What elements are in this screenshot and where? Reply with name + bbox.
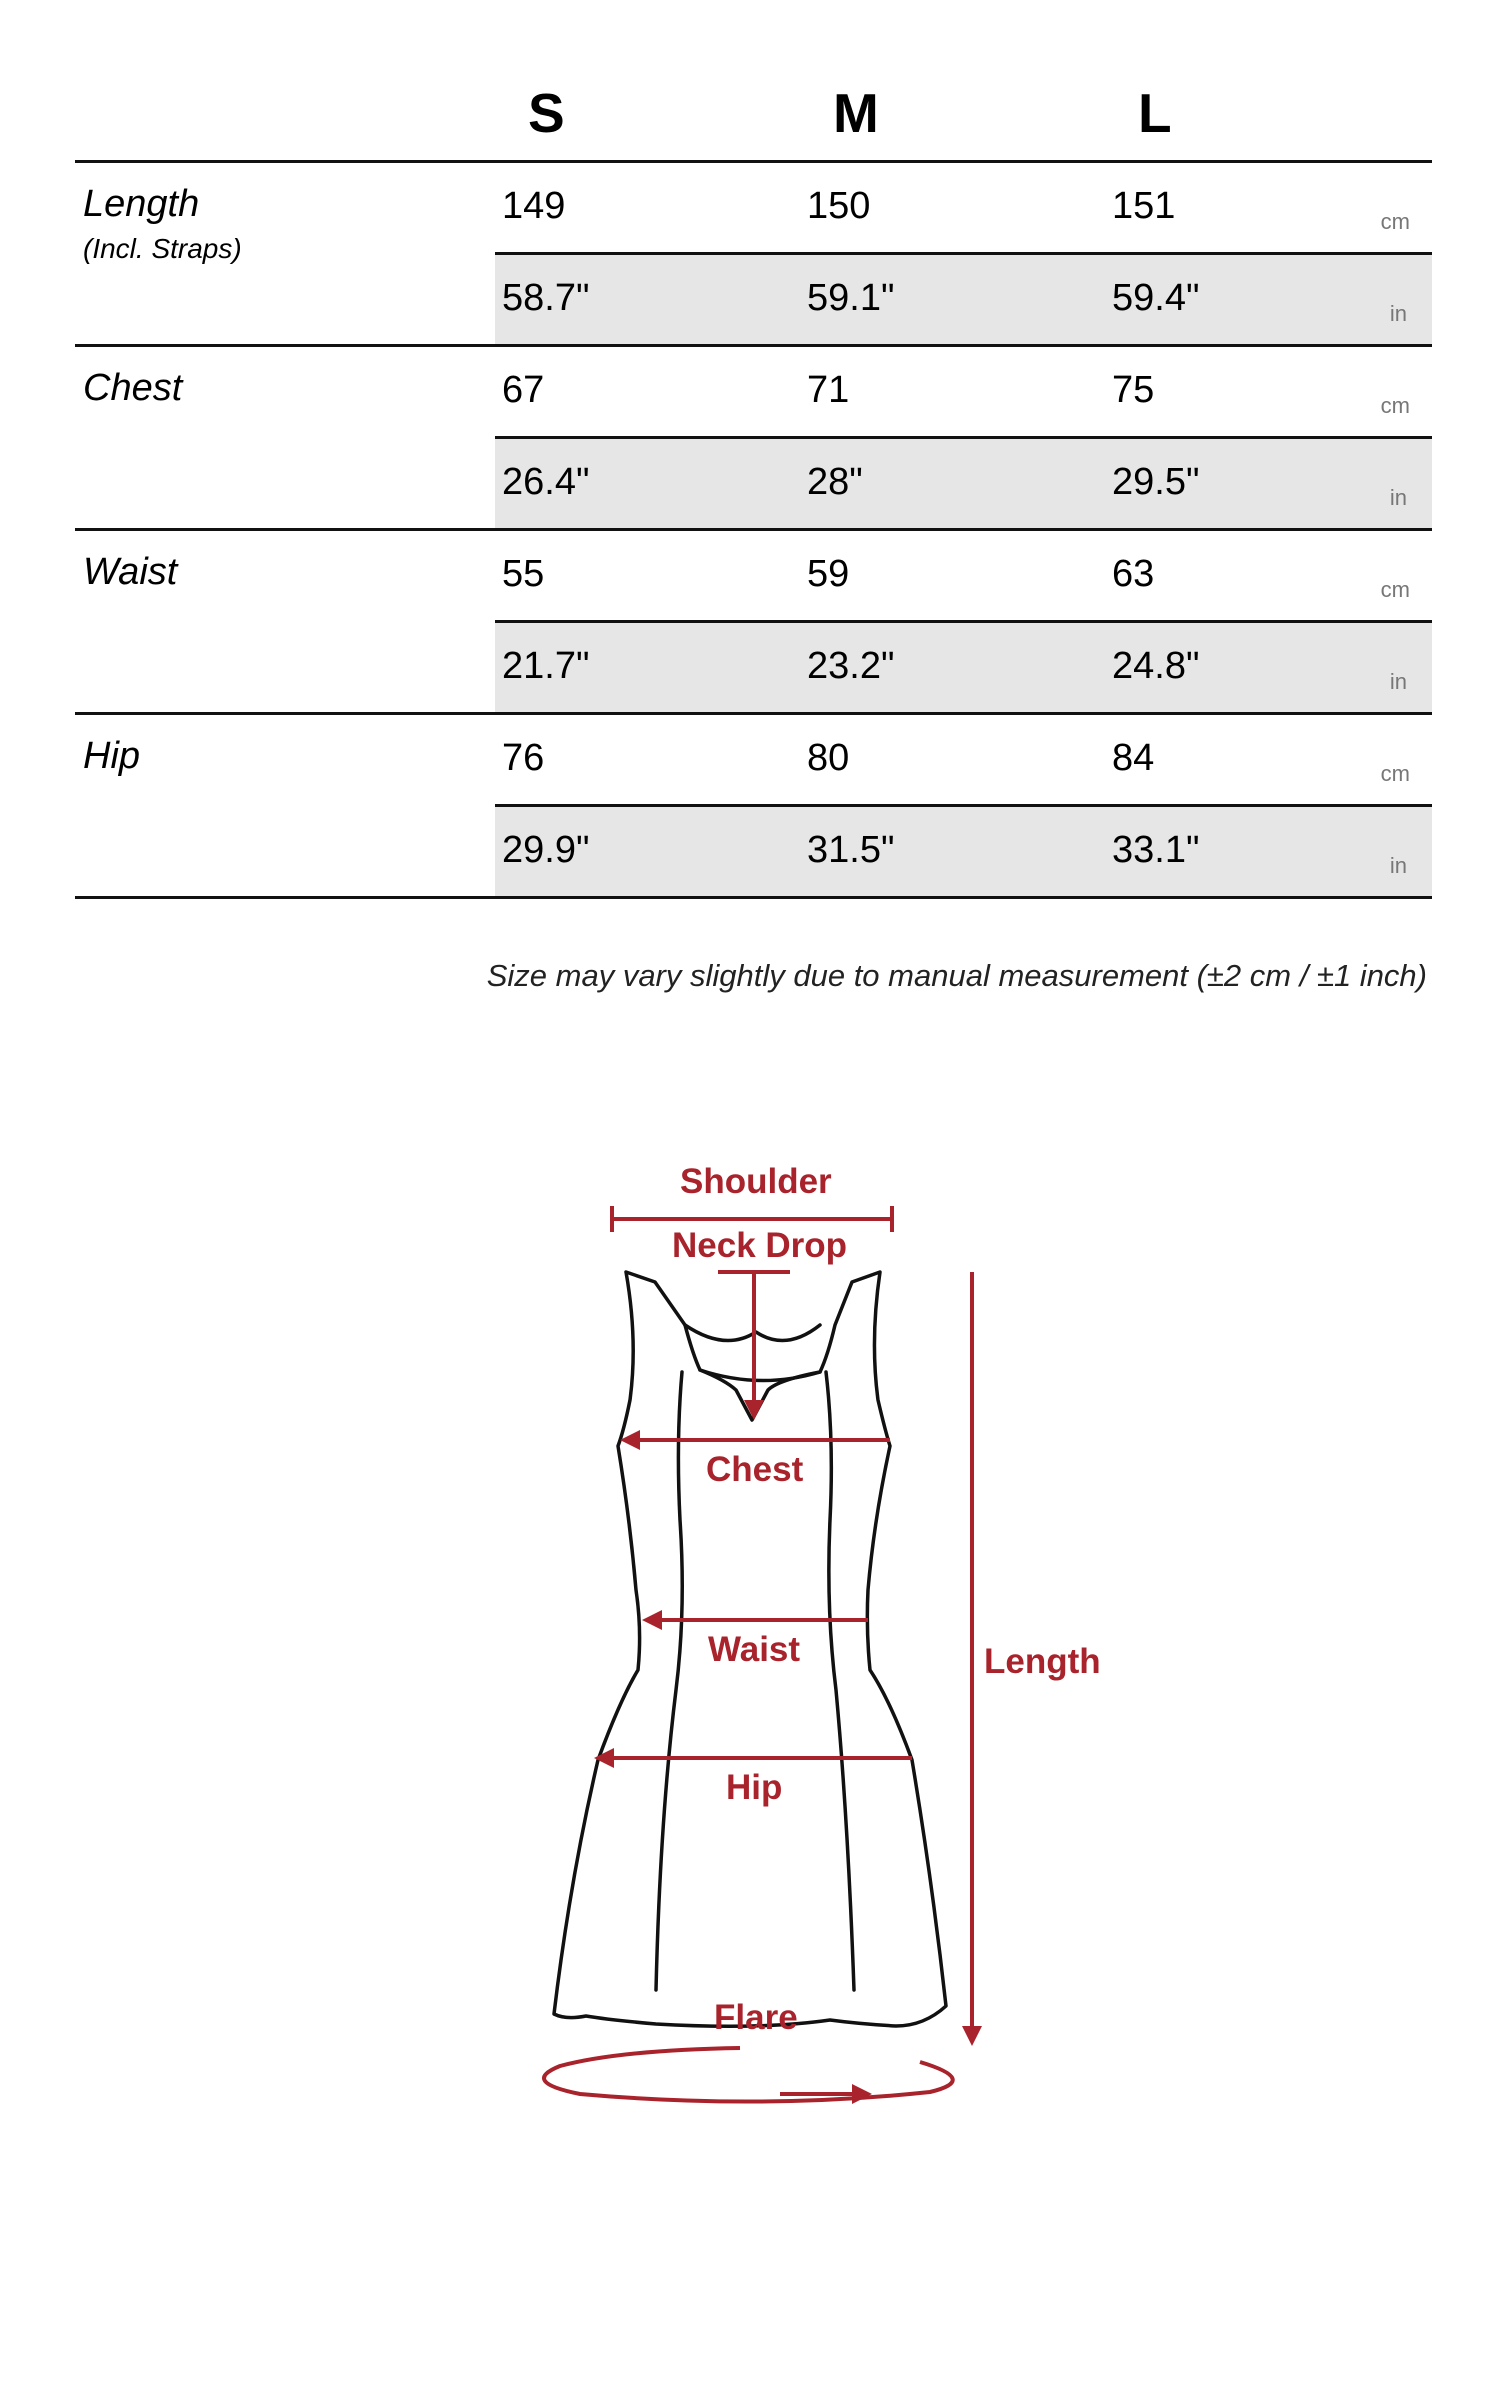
waist-label: Waist	[708, 1630, 801, 1669]
cm-value-l: 151	[1112, 185, 1176, 227]
size-m-header: M	[833, 82, 879, 144]
size-table	[75, 78, 1432, 993]
measure-name: Length	[83, 183, 200, 225]
unit-cm-label: cm	[1380, 761, 1410, 786]
inch-row	[495, 807, 1432, 896]
flare-ellipse-arrow	[544, 2048, 953, 2102]
measure-name: Hip	[83, 735, 141, 777]
in-value-m: 23.2"	[807, 645, 895, 687]
unit-cm-label: cm	[1380, 209, 1410, 234]
left-seam	[656, 1372, 682, 1990]
cm-value-s: 67	[502, 369, 545, 411]
cm-row	[495, 531, 1432, 623]
size-s-header: S	[528, 82, 565, 144]
unit-cm-label: cm	[1380, 393, 1410, 418]
measure-group-chest	[75, 347, 1432, 531]
inch-row	[495, 439, 1432, 528]
cm-value-m: 80	[807, 737, 850, 779]
chest-label: Chest	[706, 1450, 804, 1489]
unit-in-label: in	[1389, 485, 1407, 510]
cm-value-s: 55	[502, 553, 545, 595]
in-value-m: 59.1"	[807, 277, 895, 319]
in-value-l: 33.1"	[1112, 829, 1200, 871]
neck-drop-label: Neck Drop	[672, 1226, 848, 1265]
cm-value-s: 149	[502, 185, 566, 227]
in-value-s: 26.4"	[502, 461, 590, 503]
unit-in-label: in	[1389, 853, 1407, 878]
in-value-s: 29.9"	[502, 829, 590, 871]
measurement-note: Size may vary slightly due to manual measurement (±2 cm / ±1 inch)	[486, 958, 1427, 993]
neckline-notch	[700, 1370, 820, 1420]
cm-row	[495, 347, 1432, 439]
in-value-s: 21.7"	[502, 645, 590, 687]
measure-name: Chest	[83, 367, 183, 409]
length-label: Length	[984, 1642, 1101, 1681]
measure-group-length	[75, 163, 1432, 347]
shoulder-label: Shoulder	[680, 1162, 832, 1201]
measure-subtitle: (Incl. Straps)	[83, 233, 242, 264]
in-value-m: 31.5"	[807, 829, 895, 871]
cm-value-m: 150	[807, 185, 871, 227]
unit-in-label: in	[1389, 301, 1407, 326]
cm-value-s: 76	[502, 737, 545, 779]
cm-row	[495, 163, 1432, 255]
in-value-l: 24.8"	[1112, 645, 1200, 687]
cm-value-m: 71	[807, 369, 850, 411]
size-header-row	[75, 78, 1432, 163]
in-value-m: 28"	[807, 461, 863, 503]
inch-row	[495, 255, 1432, 344]
measure-group-hip	[75, 715, 1432, 899]
inch-row	[495, 623, 1432, 712]
size-l-header: L	[1138, 82, 1172, 144]
neckline	[685, 1325, 820, 1341]
flare-label: Flare	[714, 1998, 798, 2037]
cm-value-l: 63	[1112, 553, 1155, 595]
in-value-s: 58.7"	[502, 277, 590, 319]
cm-row	[495, 715, 1432, 807]
cm-value-l: 84	[1112, 737, 1155, 779]
measure-group-waist	[75, 531, 1432, 715]
right-seam	[826, 1372, 854, 1990]
in-value-l: 59.4"	[1112, 277, 1200, 319]
unit-cm-label: cm	[1380, 577, 1410, 602]
hip-label: Hip	[726, 1768, 783, 1807]
cm-value-m: 59	[807, 553, 850, 595]
cm-value-l: 75	[1112, 369, 1155, 411]
measure-name: Waist	[83, 551, 178, 593]
in-value-l: 29.5"	[1112, 461, 1200, 503]
unit-in-label: in	[1389, 669, 1407, 694]
